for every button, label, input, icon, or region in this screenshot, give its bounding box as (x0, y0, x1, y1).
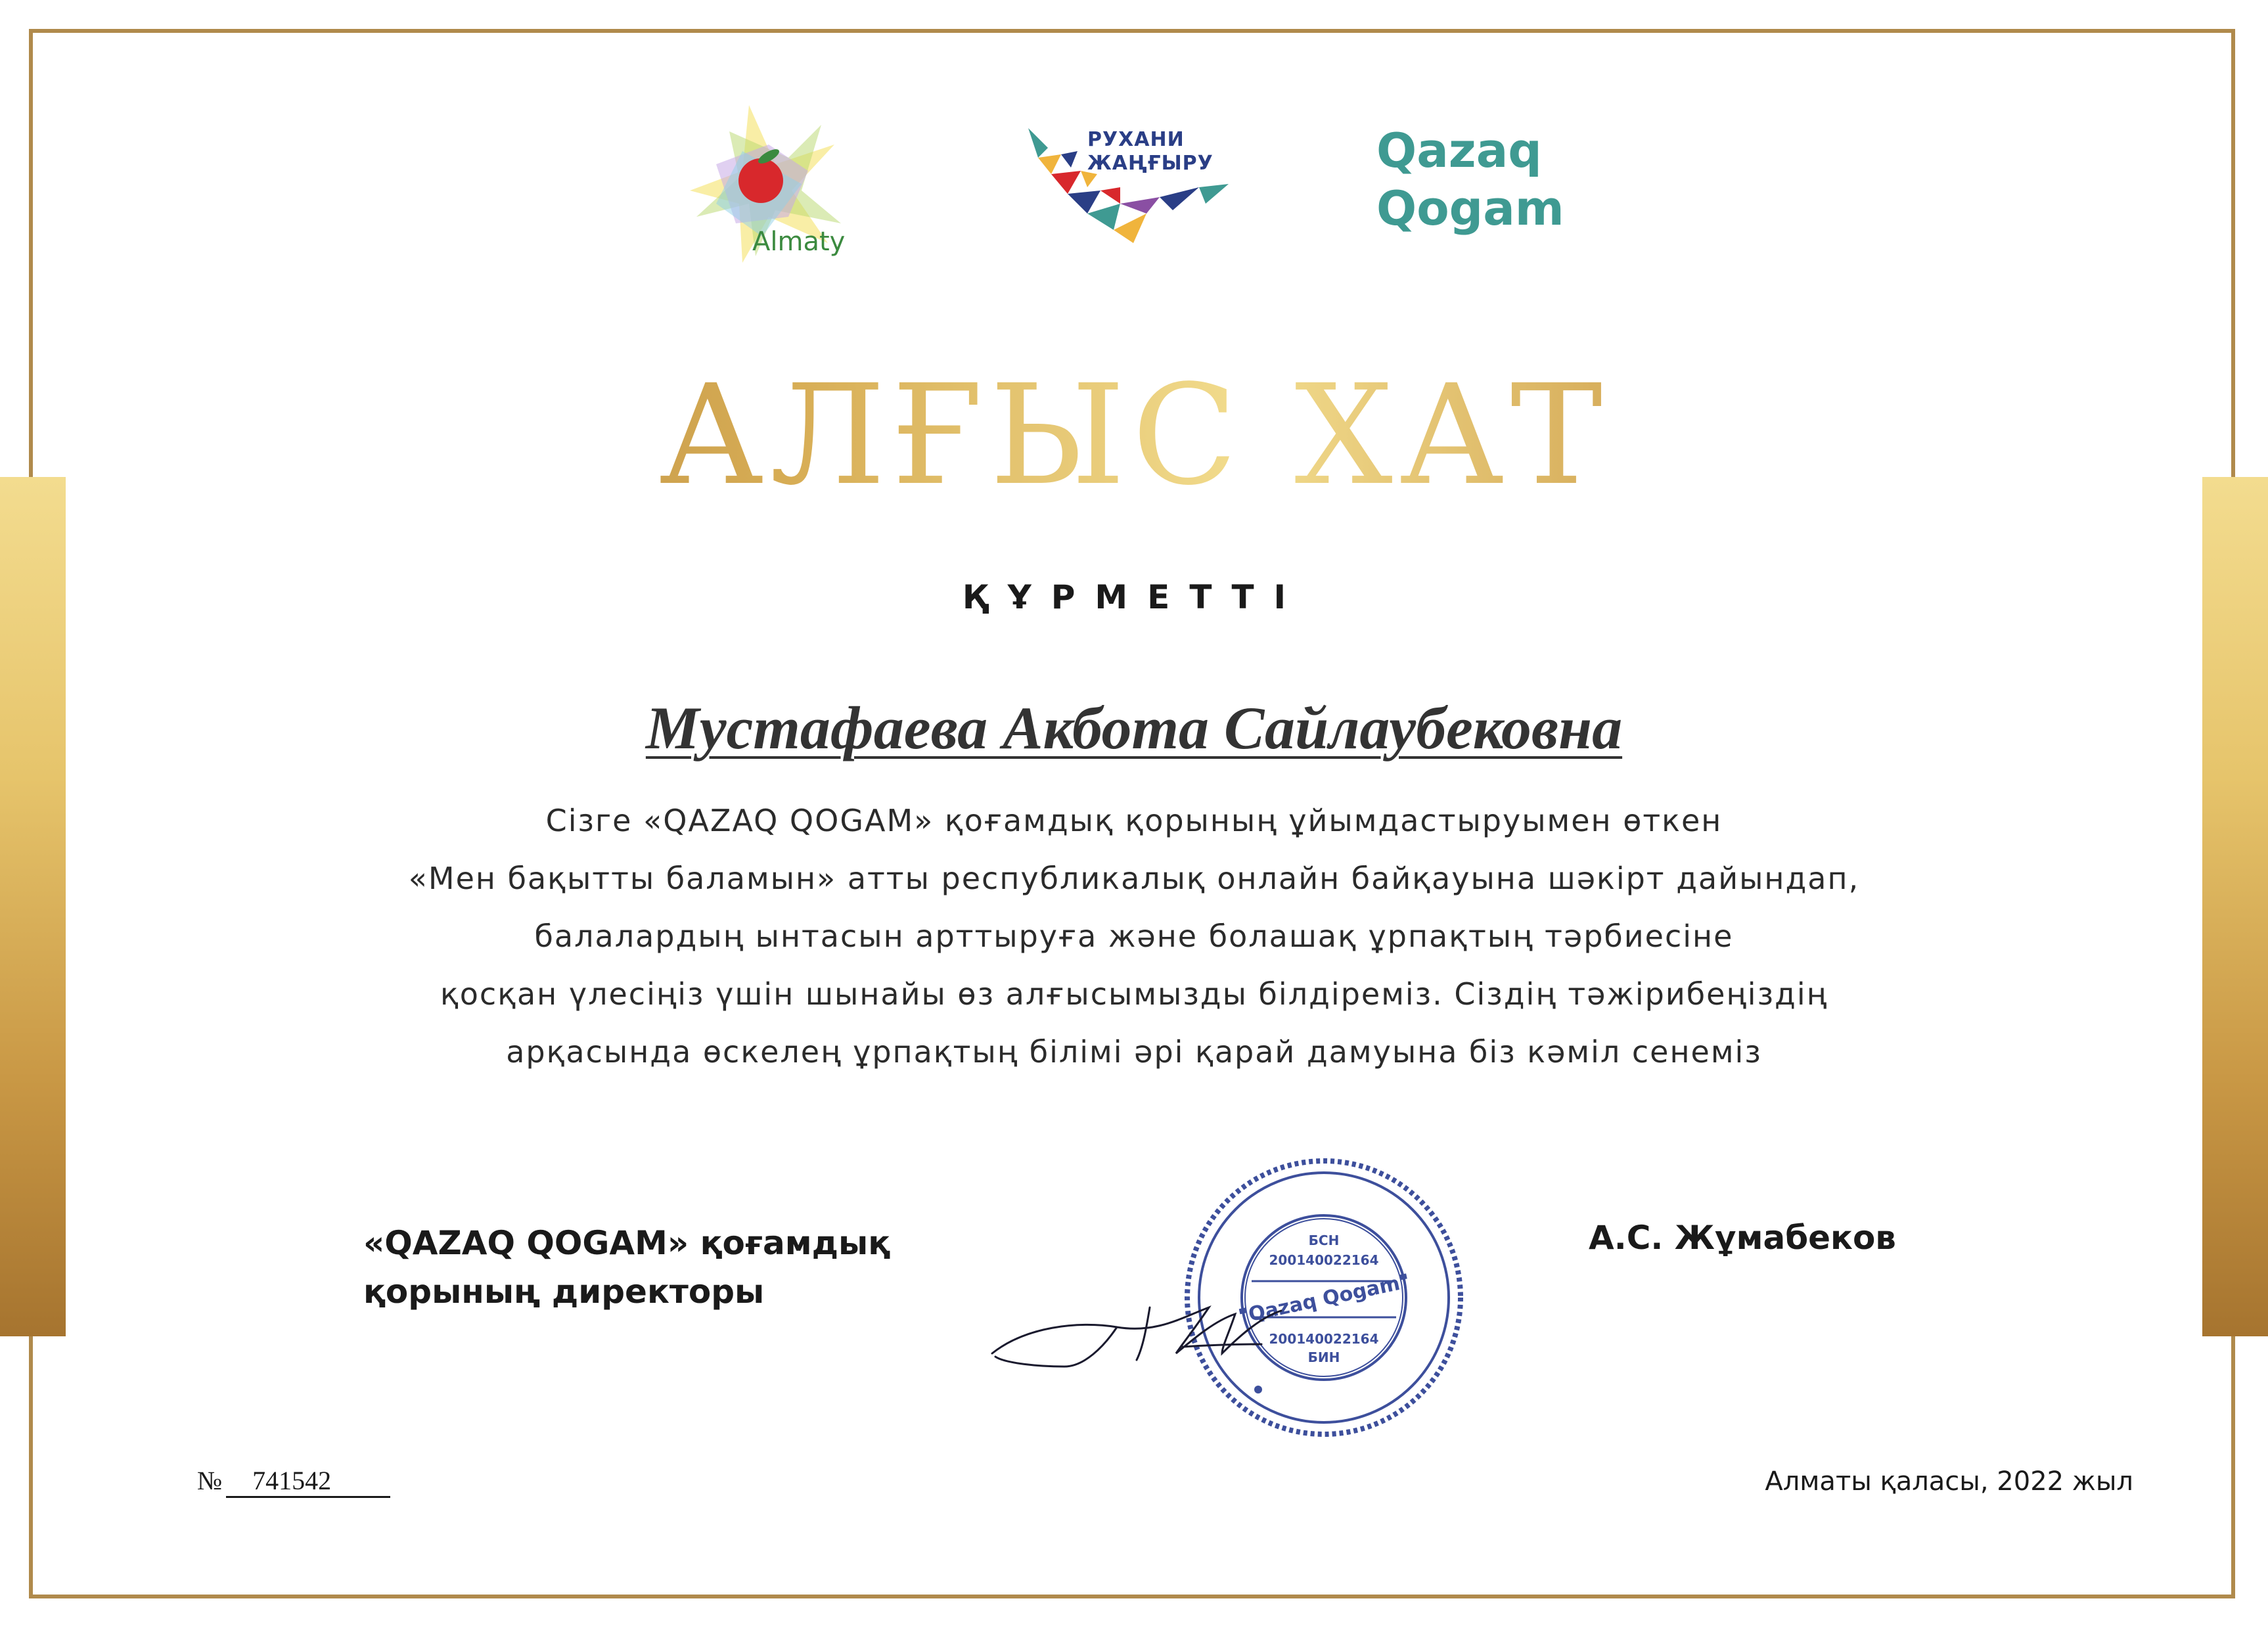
rukhani-logo-text (1087, 128, 1258, 175)
almaty-logo-text: Almaty (752, 227, 846, 257)
recipient-name-text: Мустафаева Акбота Сайлаубековна (645, 694, 1623, 761)
salutation: ҚҰРМЕТТІ (962, 578, 1306, 616)
place-and-date: Алматы қаласы, 2022 жыл (1765, 1466, 2133, 1497)
body-line: қосқан үлесіңіз үшін шынайы өз алғысымызды білдіреміз. Сіздің тәжірибеңіздің (440, 976, 1828, 1012)
qazaq-qogam-logo (1376, 122, 1600, 237)
number-label: № (197, 1466, 223, 1495)
organization-line-2: қорының директоры (363, 1273, 765, 1311)
body-line: балалардың ынтасын арттыруға және болашақ ұрпақтың тәрбиесіне (534, 918, 1734, 954)
rukhani-zhangyru-logo (1022, 122, 1232, 250)
svg-text:200140022164: 200140022164 (1269, 1331, 1379, 1347)
rukhani-line-2: ЖАҢҒЫРУ (1087, 152, 1213, 175)
director-name: А.С. Жұмабеков (1589, 1219, 1896, 1257)
svg-text:БИН: БИН (1307, 1349, 1340, 1365)
director-signature (986, 1281, 1294, 1386)
certificate-number (197, 1465, 390, 1498)
body-line: арқасында өскелең ұрпақтың білімі әрі қарай дамуына біз кәміл сенеміз (506, 1034, 1762, 1070)
body-line: Сізге «QAZAQ QOGAM» қоғамдық қорының ұйымдастыруымен өткен (545, 803, 1723, 838)
number-value: 741542 (226, 1465, 390, 1498)
svg-text:БСН: БСН (1308, 1233, 1340, 1248)
certificate-title: АЛҒЫС ХАТ (0, 355, 2268, 516)
body-text (223, 792, 2045, 1081)
svg-text:"Qazaq Qogam": "Qazaq Qogam" (1236, 1269, 1413, 1329)
qazaq-logo-line-1: Qazaq (1376, 123, 1542, 178)
organization-line-1: «QAZAQ QOGAM» қоғамдық (363, 1224, 891, 1262)
organization-title (363, 1219, 890, 1316)
almaty-logo (677, 105, 874, 266)
rukhani-line-1: РУХАНИ (1087, 128, 1185, 151)
qogam-logo-line-2: Qogam (1376, 181, 1564, 236)
svg-text:200140022164: 200140022164 (1269, 1252, 1379, 1268)
recipient-name (0, 693, 2268, 763)
body-line: «Мен бақытты баламын» атты республикалық онлайн байқауына шәкірт дайындап, (408, 861, 1860, 896)
